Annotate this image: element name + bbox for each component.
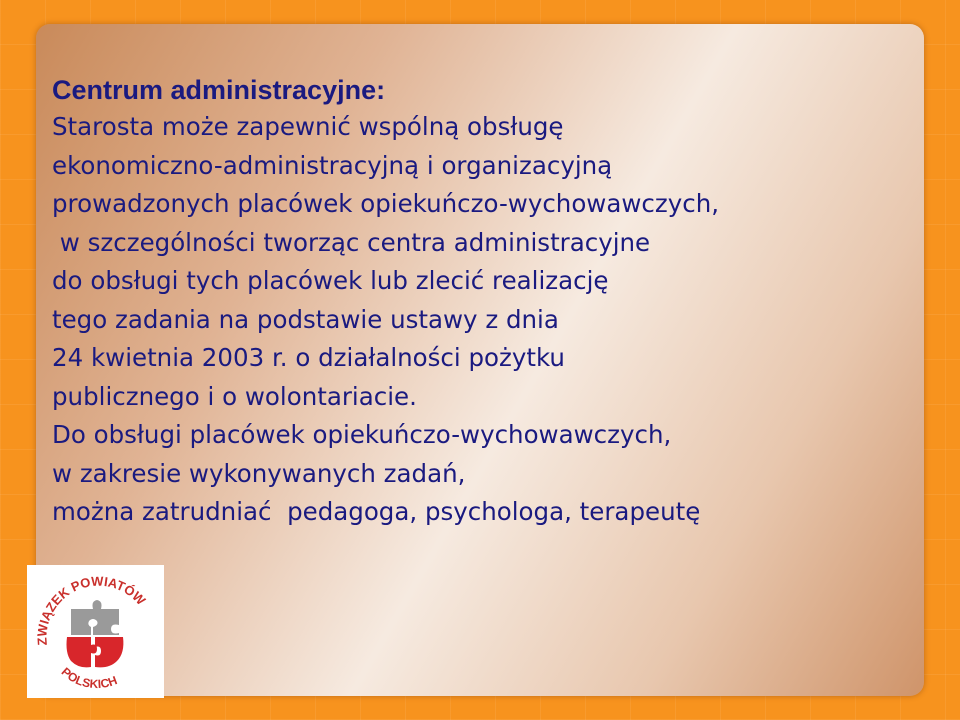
zpp-logo <box>27 565 164 698</box>
logo-text-bottom: POLSKICH <box>58 664 120 692</box>
text-line: można zatrudniać pedagoga, psychologa, terapeutę <box>52 497 701 526</box>
text-line: Starosta może zapewnić wspólną obsługę <box>52 112 564 141</box>
puzzle-piece-red-left <box>67 637 98 667</box>
text-block <box>52 72 912 532</box>
text-line: publicznego i o wolontariacie. <box>52 381 417 411</box>
text-line: ekonomiczno-administracyjną i organizacyjną <box>52 150 613 180</box>
text-line: w szczególności tworząc centra administracyjne <box>52 227 651 257</box>
text-line: tego zadania na podstawie ustawy z dnia <box>52 304 559 334</box>
text-line: 24 kwietnia 2003 r. o działalności pożytku <box>52 343 565 372</box>
text-line: prowadzonych placówek opiekuńczo-wychowawczych, <box>52 189 720 218</box>
logo-text-top: ZWIĄZEK POWIATÓW <box>34 573 149 646</box>
puzzle-piece-grey <box>71 600 119 635</box>
slide-heading: Centrum administracyjne: <box>52 75 386 105</box>
puzzle-icon <box>67 600 124 667</box>
zpp-logo-graphic <box>27 565 164 698</box>
text-line: Do obsługi placówek opiekuńczo-wychowawczych, <box>52 420 672 449</box>
text-line: do obsługi tych placówek lub zlecić realizację <box>52 266 609 295</box>
puzzle-piece-red-right <box>95 637 123 667</box>
text-line: w zakresie wykonywanych zadań, <box>52 458 466 488</box>
content-panel <box>36 24 924 696</box>
